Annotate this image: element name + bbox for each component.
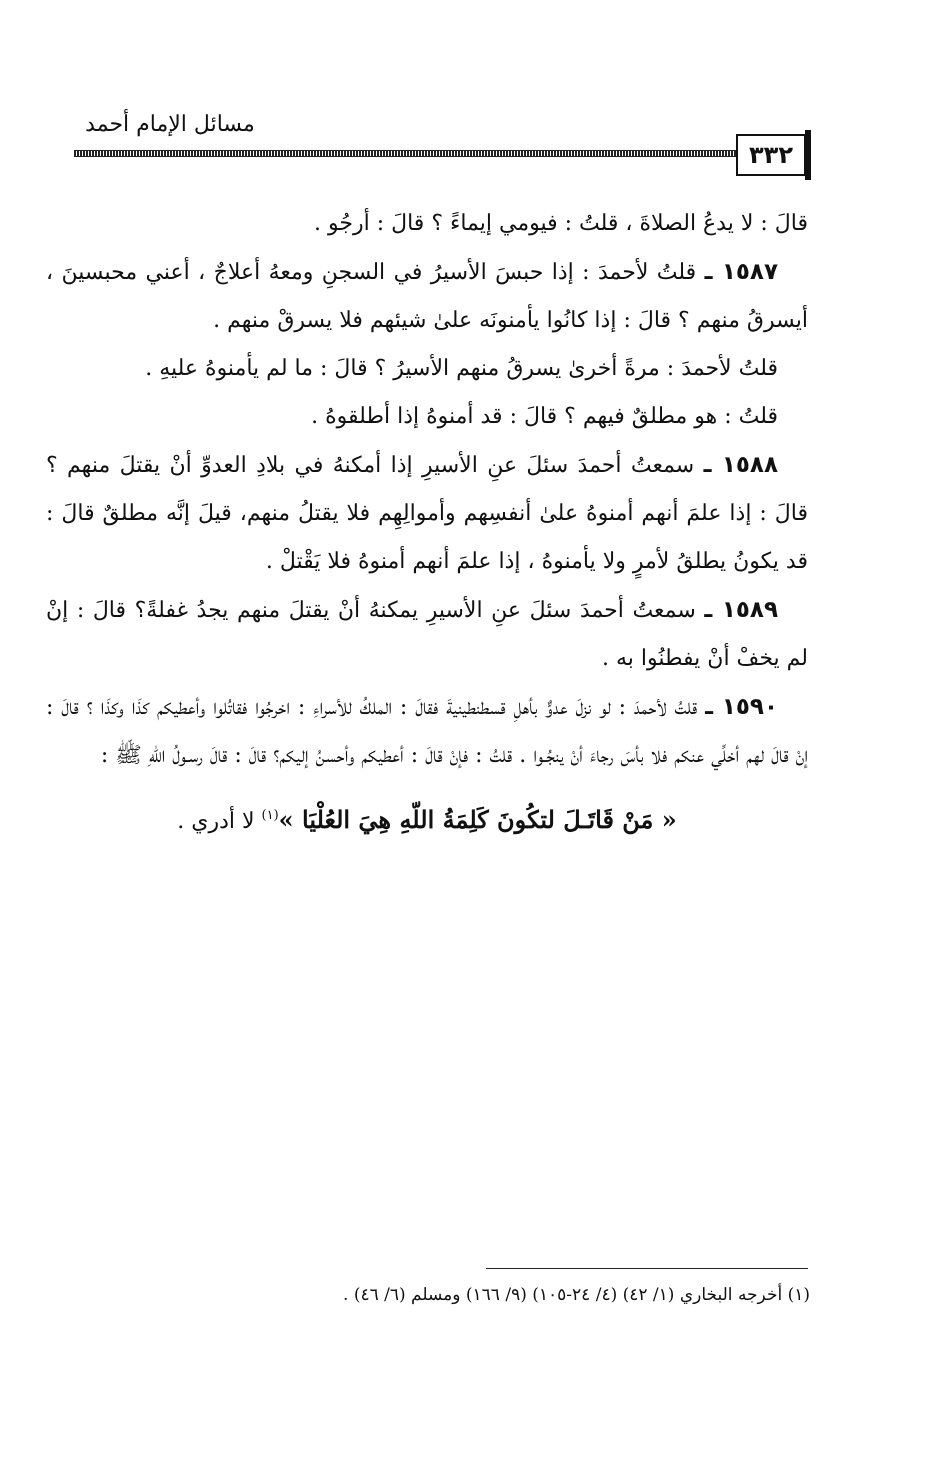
header-divider	[74, 150, 736, 157]
paragraph-1587	[46, 248, 808, 345]
issue-number: ١٥٩٠ ـ	[705, 694, 779, 720]
paragraph	[46, 393, 808, 441]
paragraph	[46, 200, 808, 248]
paragraph-text: قلتُ لأحمدَ : لو نزلَ عدوٌّ بأهلِ قسطنطينيةَ فقالَ : الملكُ للأسراءِ : اخرجُوا فقاتُلوا وأعطيكم كذَا وكذَا ؟ قالَ : إنْ قالَ لهم أخلِّي عنكم فلا بأسَ رجاءَ أنْ ينجُـوا . قلتُ : فإنْ قالَ : أعطيكم وأحسنُ إليكم؟ قالَ : قالَ رسـولُ اللّهِ ﷺ :	[46, 695, 808, 768]
issue-number: ١٥٨٨ ـ	[703, 452, 779, 478]
paragraph-text: قلتُ لأحمدَ : إذا حبسَ الأسيرُ في السجنِ ومعهُ أعلاجٌ ، أعني محبسينَ ، أيسرقُ منهم ؟ قالَ : إذا كانُوا يأمنونَه علىٰ شيئهم فلا يسرقْ منهم .	[46, 260, 808, 333]
paragraph-text: قلتُ : هو مطلقٌ فيهم ؟ قالَ : قد أمنوهُ إذا أطلقوهُ .	[311, 404, 778, 429]
hadith-text: « مَنْ قَاتَـلَ لتكُونَ كَلِمَةُ اللّهِ هِيَ العُلْيَا »	[278, 805, 677, 834]
paragraph-1590	[46, 683, 808, 780]
paragraph-text: قلتُ لأحمدَ : مرةً أخرىٰ يسرقُ منهم الأسيرُ ؟ قالَ : ما لم يأمنوهُ عليهِ .	[145, 356, 778, 381]
issue-number: ١٥٨٧ ـ	[704, 259, 778, 285]
main-text	[46, 200, 808, 854]
paragraph-text: قالَ : لا يدعُ الصلاةَ ، قلتُ : فيومي إيماءً ؟ قالَ : أرجُو .	[314, 211, 808, 236]
paragraph-text: سمعتُ أحمدَ سئلَ عنِ الأسيرِ يمكنهُ أنْ يقتلَ منهم يجدُ غفلةً؟ قالَ : إنْ لم يخفْ أنْ يفطنُوا به .	[46, 598, 808, 671]
footnote: (١) أخرجه البخاري (١/ ٤٢) (٤/ ٢٤-١٠٥) (٩/ ١٦٦) ومسلم (٦/ ٤٦) .	[343, 1285, 810, 1305]
footnote-marker: (١)	[261, 808, 279, 823]
paragraph-1589	[46, 586, 808, 683]
paragraph	[46, 345, 808, 393]
issue-number: ١٥٨٩ ـ	[704, 597, 778, 623]
hadith-trailing-text: لا أدري .	[177, 809, 262, 834]
paragraph-text: سمعتُ أحمدَ سئلَ عنِ الأسيرِ إذا أمكنهُ في بلادِ العدوِّ أنْ يقتلَ منهم ؟ قالَ : إذا علمَ أنهم أمنوهُ علىٰ أنفسِهم وأموالِهِم فلا يقتلُ منهم، قيلَ إنَّه مطلقٌ قالَ : قد يكونُ يطلقُ لأمرٍ ولا يأمنوهُ ، إذا علمَ أنهم أمنوهُ فلا يَقْتلْ .	[46, 453, 808, 574]
paragraph-1588	[46, 441, 808, 586]
hadith-quote	[46, 784, 808, 854]
footnote-divider	[486, 1268, 808, 1269]
page-number: ٣٣٢	[736, 134, 806, 176]
running-header-title: مسائل الإمام أحمد	[85, 112, 255, 137]
